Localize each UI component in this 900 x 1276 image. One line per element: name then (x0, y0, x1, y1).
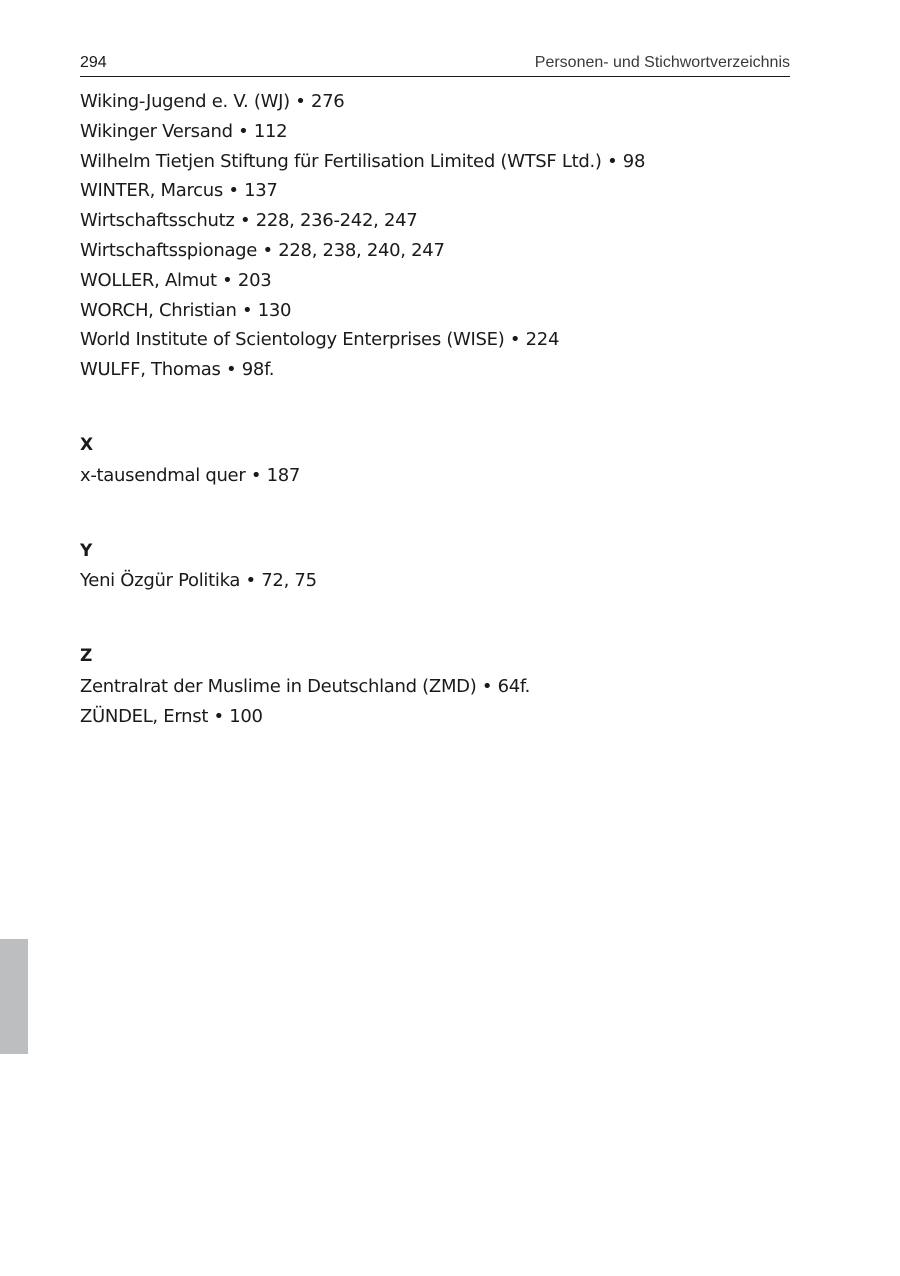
page-header (80, 52, 790, 77)
index-entry: Wiking-Jugend e. V. (WJ) • 276 (80, 91, 345, 112)
index-entry: WULFF, Thomas • 98f. (80, 359, 275, 381)
index-entry: x-tausendmal quer • 187 (80, 464, 301, 486)
section-letter: X (80, 434, 94, 455)
section-letter: Z (80, 646, 93, 667)
index-body (80, 87, 800, 732)
index-entry: Yeni Özgür Politika • 72, 75 (80, 570, 317, 592)
running-head: Personen- und Stichwortverzeichnis (534, 54, 790, 71)
index-entry: Wirtschaftsschutz • 228, 236-242, 247 (80, 210, 418, 232)
page-number: 294 (80, 54, 107, 71)
thumb-index-tab (0, 939, 28, 1054)
index-entry: ZÜNDEL, Ernst • 100 (80, 705, 263, 727)
index-entry: WORCH, Christian • 130 (80, 299, 292, 321)
index-entry: Wilhelm Tietjen Stiftung für Fertilisation Limited (WTSF Ltd.) • 98 (80, 150, 646, 172)
index-entry: Zentralrat der Muslime in Deutschland (ZMD) • 64f. (80, 675, 531, 697)
index-section-w (80, 87, 800, 385)
index-section-y (80, 537, 800, 597)
index-entry: WOLLER, Almut • 203 (80, 269, 272, 291)
section-letter: Y (80, 540, 93, 561)
index-entry: Wirtschaftsspionage • 228, 238, 240, 247 (80, 239, 445, 261)
index-entry: WINTER, Marcus • 137 (80, 180, 278, 202)
index-section-z (80, 642, 800, 731)
index-section-x (80, 431, 800, 491)
index-entry: World Institute of Scientology Enterprises (WISE) • 224 (80, 329, 560, 351)
index-entry: Wikinger Versand • 112 (80, 120, 288, 142)
